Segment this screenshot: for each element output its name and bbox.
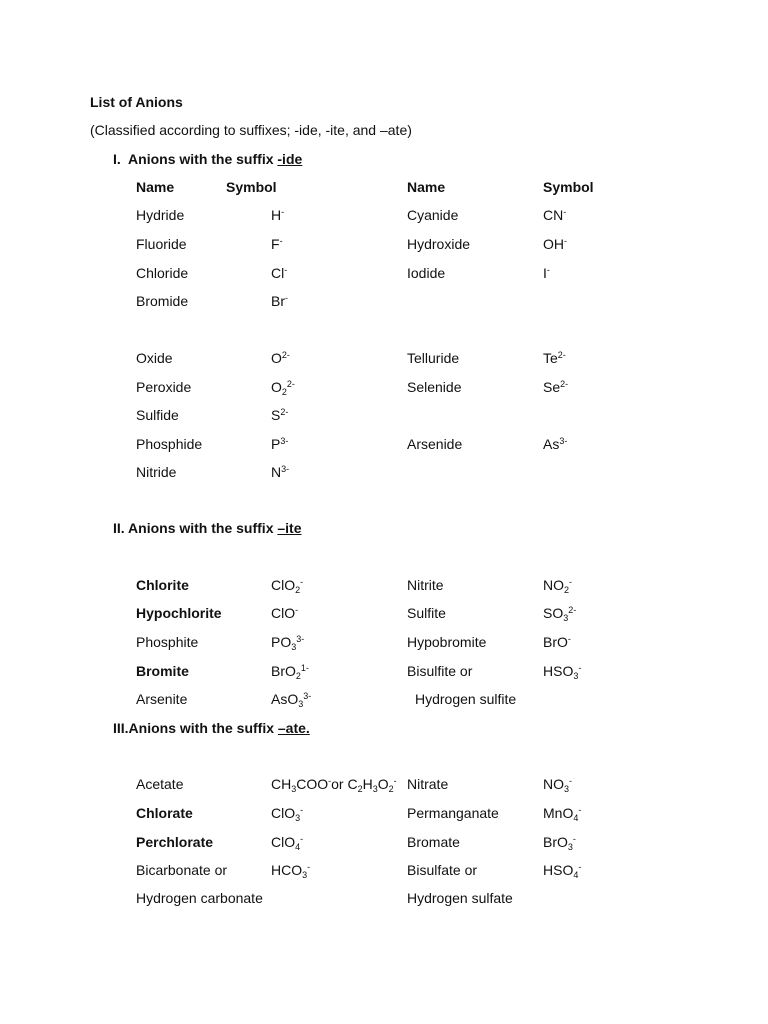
- ide-row-symbol-left: Cl-: [271, 265, 288, 281]
- section-3-suffix: –ate.: [277, 720, 310, 736]
- section-2-heading-text: II. Anions with the suffix: [113, 520, 278, 536]
- ite-row-symbol-left: AsO$_3^{3-}$: [271, 691, 312, 709]
- ide-row-name-right: Arsenide: [407, 436, 463, 452]
- ide-row-symbol-left: H-: [271, 207, 285, 223]
- document-title: List of Anions: [90, 94, 183, 110]
- ate-row-name-right: Nitrate: [407, 776, 449, 792]
- ite-row-name-right: Sulfite: [407, 605, 446, 621]
- column-header-name-left: Name: [136, 179, 175, 195]
- ate-row-name-left: Bicarbonate or: [136, 862, 228, 878]
- section-3-heading: [113, 719, 310, 737]
- ite-row-name-right: Hypobromite: [407, 634, 487, 650]
- ate-row-name-left: Perchlorate: [136, 834, 214, 850]
- ate-row-name-left: Hydrogen carbonate: [136, 890, 263, 906]
- ite-row-symbol-left: BrO$_2^{1-}$: [271, 663, 309, 681]
- ide-row-name-right: Hydroxide: [407, 236, 471, 252]
- ide-row-symbol-left: $P^{3-}$: [271, 436, 289, 452]
- ate-row-name-right: Hydrogen sulfate: [407, 890, 513, 906]
- ate-row-symbol-right: BrO$_3$-: [543, 834, 576, 852]
- ite-row-symbol-right: BrO-: [543, 634, 571, 650]
- ide-row-name-left: Phosphide: [136, 436, 203, 452]
- ate-row-symbol-right: MnO$_4$-: [543, 805, 582, 823]
- section-1-heading: [113, 150, 302, 168]
- ide-row-name-right: Telluride: [407, 350, 460, 366]
- ide-row-name-left: Bromide: [136, 293, 189, 309]
- column-header-name-right: Name: [407, 179, 446, 195]
- section-1-heading-text: Anions with the suffix: [128, 151, 278, 167]
- ide-row-name-left: Hydride: [136, 207, 185, 223]
- section-2-suffix: –ite: [277, 520, 302, 536]
- ate-row-symbol-right: $HSO_4^-$: [543, 862, 582, 880]
- section-3-heading-text: III.Anions with the suffix: [113, 720, 278, 736]
- ide-row-name-left: Peroxide: [136, 379, 192, 395]
- ide-row-name-right: Cyanide: [407, 207, 459, 223]
- column-header-symbol-right: Symbol: [543, 179, 594, 195]
- ide-row-symbol-right: $As^{3-}$: [543, 436, 568, 452]
- column-header-symbol-left: Symbol: [226, 179, 277, 195]
- acetate-formula: $CH_3COO^-or$ $C_2H_3O_2^-$: [271, 776, 397, 794]
- ide-row-symbol-right: $Te^{2-}$: [543, 350, 566, 366]
- ide-row-symbol-right: $Se^{2-}$: [543, 379, 569, 395]
- ite-row-symbol-right: $NO_2^-$: [543, 577, 573, 595]
- section-1-suffix: -ide: [277, 151, 303, 167]
- ate-row-symbol-right: $NO_3^-$: [543, 776, 573, 794]
- section-2-heading: [113, 519, 302, 537]
- ite-row-name-right: Bisulfite or: [407, 663, 473, 679]
- ide-row-name-right: Iodide: [407, 265, 446, 281]
- ite-row-name-right: Hydrogen sulfite: [415, 691, 517, 707]
- ide-row-name-left: Nitride: [136, 464, 177, 480]
- ide-row-name-left: Sulfide: [136, 407, 179, 423]
- ide-row-symbol-right: OH-: [543, 236, 567, 252]
- ite-row-symbol-right: $HSO_3^-$: [543, 663, 582, 681]
- ide-row-symbol-left: Br-: [271, 293, 288, 309]
- ide-row-symbol-left: $N^{3-}$: [271, 464, 290, 480]
- ide-row-name-left: Fluoride: [136, 236, 187, 252]
- ate-row-symbol-left: ClO$_3$-: [271, 805, 304, 823]
- ite-row-name-left: Phosphite: [136, 634, 199, 650]
- ite-row-symbol-left: ClO-: [271, 605, 299, 621]
- ite-row-name-right: Nitrite: [407, 577, 444, 593]
- ate-row-name-right: Permanganate: [407, 805, 499, 821]
- ite-row-name-left: Arsenite: [136, 691, 188, 707]
- ide-row-symbol-right: CN-: [543, 207, 567, 223]
- ate-row-name-right: Bisulfate or: [407, 862, 478, 878]
- ate-row-name-left: Chlorate: [136, 805, 193, 821]
- ite-row-name-left: Hypochlorite: [136, 605, 222, 621]
- ide-row-symbol-left: $O_2^{2-}$: [271, 379, 295, 397]
- ate-row-symbol-left: $HCO_3^-$: [271, 862, 311, 880]
- ite-row-symbol-left: ClO$_2$-: [271, 577, 304, 595]
- ide-row-name-right: Selenide: [407, 379, 462, 395]
- ate-row-name-left: Acetate: [136, 776, 184, 792]
- ide-row-symbol-right: I-: [543, 265, 550, 281]
- ide-row-symbol-left: $O^{2-}$: [271, 350, 290, 366]
- ide-row-name-left: Oxide: [136, 350, 173, 366]
- ite-row-name-left: Chlorite: [136, 577, 189, 593]
- ide-row-name-left: Chloride: [136, 265, 189, 281]
- ite-row-symbol-right: $SO_3^{2-}$: [543, 605, 577, 623]
- ide-row-symbol-left: $S^{2-}$: [271, 407, 289, 423]
- ide-row-symbol-left: F-: [271, 236, 283, 252]
- ite-row-name-left: Bromite: [136, 663, 189, 679]
- section-1-numeral: I.: [113, 151, 121, 167]
- ate-row-name-right: Bromate: [407, 834, 460, 850]
- ate-row-symbol-left: ClO$_4$-: [271, 834, 304, 852]
- ite-row-symbol-left: $PO_3^{3-}$: [271, 634, 305, 652]
- document-subtitle: (Classified according to suffixes; -ide, -ite, and –ate): [90, 122, 412, 138]
